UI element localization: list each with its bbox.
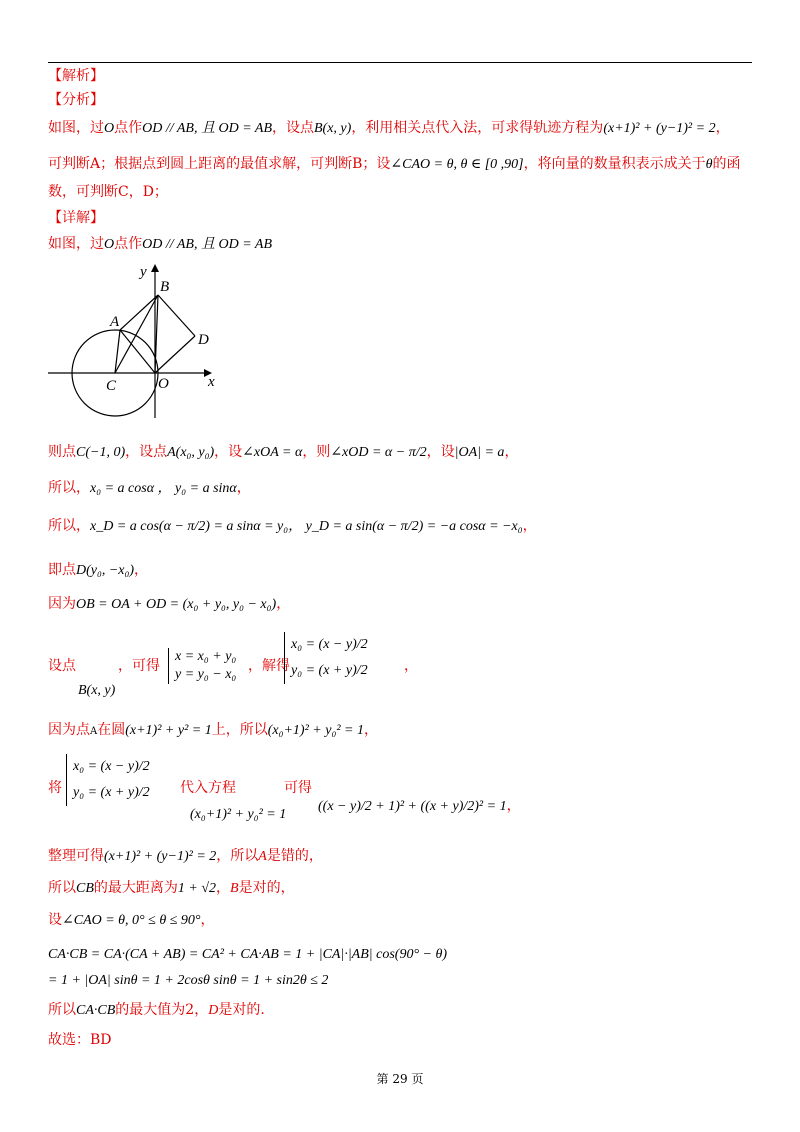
detail-line-15: 所以CA·CB的最大值为2，D是对的. xyxy=(48,1002,265,1018)
detail-line-7-prefix: 设点 xyxy=(48,658,76,674)
detail-line-7-system: x = x₀ + y₀ y = y₀ − x₀ xyxy=(168,648,236,684)
label-A: A xyxy=(110,314,120,330)
detail-line-10: 整理可得(x+1)² + (y−1)² = 2，所以A是错的， xyxy=(48,848,323,864)
detail-line-2: 则点C(−1, 0)，设点A(x₀, y₀)，设∠xOA = α，则∠xOD = α − π/2，设|OA| = a， xyxy=(48,444,519,460)
detail-line-9-system: x₀ = (x − y)/2 y₀ = (x + y)/2 xyxy=(66,754,150,806)
detail-line-7-comma: ， xyxy=(404,658,418,674)
detail-line-7-kede: ，可得 xyxy=(118,658,160,674)
detail-line-9-result: ((x − y)/2 + 1)² + ((x + y)/2)² = 1， xyxy=(318,798,521,814)
detail-line-11: 所以CB的最大距离为1 + √2，B是对的， xyxy=(48,880,295,896)
detail-line-14: = 1 + |OA| sinθ = 1 + 2cosθ sinθ = 1 + sin2θ ≤ 2 xyxy=(48,973,329,988)
tag-analysis: 【解析】 xyxy=(48,68,104,84)
detail-line-9-eq: (x₀+1)² + y₀² = 1 xyxy=(190,807,287,822)
detail-line-7-jiede: ，解得 xyxy=(248,658,290,674)
detail-line-9-prefix: 将 xyxy=(48,780,62,796)
detail-line-7-point: B(x, y) xyxy=(78,683,116,698)
detail-line-16: 故选：BD xyxy=(48,1032,112,1048)
detail-line-1: 如图，过O点作OD // AB, 且 OD = AB xyxy=(48,236,272,252)
detail-line-6: 因为OB = OA + OD = (x₀ + y₀, y₀ − x₀)， xyxy=(48,596,291,612)
top-rule xyxy=(48,62,752,63)
detail-line-9-daiRu: 代入方程 xyxy=(180,780,236,796)
detail-line-3: 所以，x₀ = a cosα ， y₀ = a sinα， xyxy=(48,480,251,496)
tag-detail: 【详解】 xyxy=(48,210,104,226)
analysis-line-2: 可判断A；根据点到圆上距离的最值求解，可判断B；设∠CAO = θ, θ ∈ [0 ,90]，将向量的数量积表示成关于θ的函 xyxy=(48,156,741,172)
label-D: D xyxy=(198,332,209,348)
detail-line-4: 所以，x_D = a cos(α − π/2) = a sinα = y₀， y_D = a sin(α − π/2) = −a cosα = −x₀， xyxy=(48,518,537,534)
geometry-figure xyxy=(40,258,230,428)
detail-line-8: 因为点A在圆(x+1)² + y² = 1上，所以(x₀+1)² + y₀² = 1， xyxy=(48,722,378,738)
detail-line-7-solution: x₀ = (x − y)/2 y₀ = (x + y)/2 xyxy=(284,632,368,684)
label-B: B xyxy=(160,279,170,295)
analysis-line-3: 数，可判断C，D； xyxy=(48,184,168,200)
label-x: x xyxy=(208,374,215,390)
page-number: 第 29 页 xyxy=(376,1072,424,1086)
detail-line-13: CA·CB = CA·(CA + AB) = CA² + CA·AB = 1 + |CA|·|AB| cos(90° − θ) xyxy=(48,947,448,962)
detail-line-9-kede: 可得 xyxy=(284,780,312,796)
label-C: C xyxy=(106,378,117,394)
tag-fenxi: 【分析】 xyxy=(48,92,104,108)
detail-line-5: 即点D(y₀, −x₀)， xyxy=(48,562,149,578)
detail-line-12: 设∠CAO = θ, 0° ≤ θ ≤ 90°， xyxy=(48,912,215,928)
label-O: O xyxy=(158,376,169,392)
analysis-line-1: 如图，过O点作OD // AB, 且 OD = AB，设点B(x, y)，利用相关点代入法，可求得轨迹方程为(x+1)² + (y−1)² = 2， xyxy=(48,120,730,136)
label-y: y xyxy=(140,264,147,280)
